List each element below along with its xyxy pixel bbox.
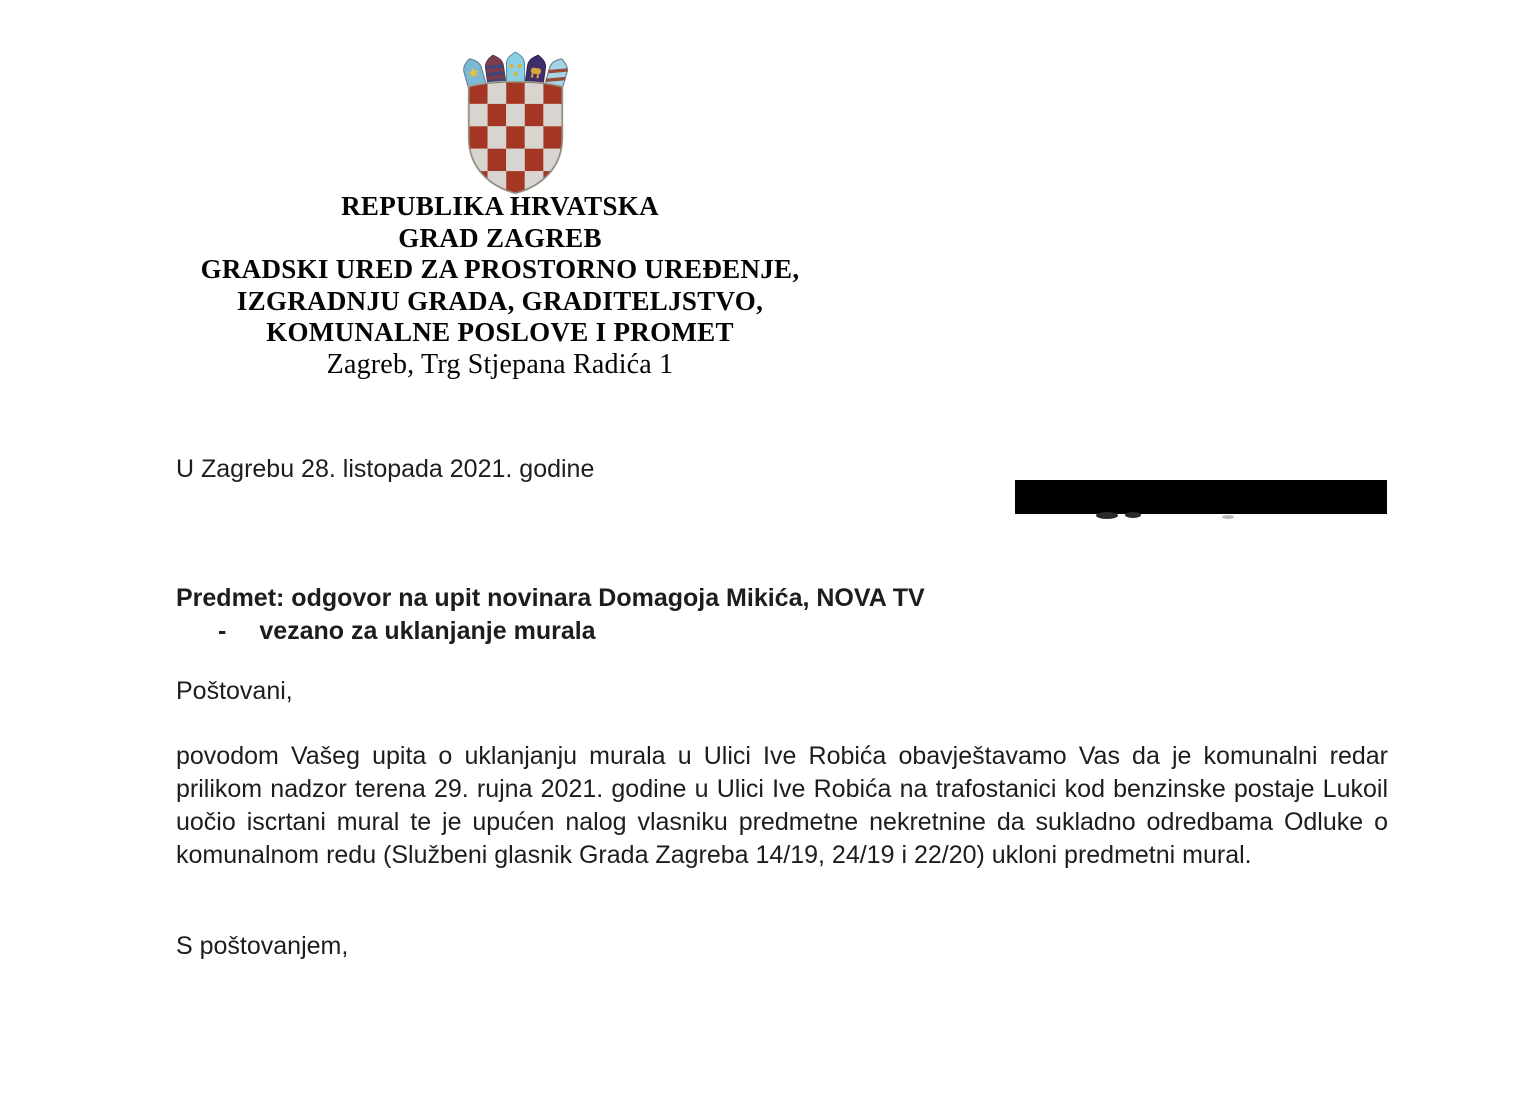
closing: S poštovanjem, <box>176 932 349 960</box>
letterhead-address: Zagreb, Trg Stjepana Radića 1 <box>326 348 674 380</box>
redaction-bar <box>1015 480 1387 514</box>
redacted-text-remnant <box>1222 515 1234 519</box>
checkerboard <box>469 82 562 199</box>
letterhead-line-office-2: IZGRADNJU GRADA, GRADITELJSTVO, <box>236 285 764 316</box>
salutation: Poštovani, <box>176 677 293 705</box>
redacted-text-remnant <box>1096 512 1118 519</box>
croatian-coat-of-arms-icon <box>452 50 578 198</box>
letterhead-line-office-1: GRADSKI URED ZA PROSTORNO UREĐENJE, <box>200 254 800 284</box>
body-paragraph: povodom Vašeg upita o uklanjanju murala u Ulici Ive Robića obavještavamo Vas da je komunalni redar prilikom nadzor terena 29. rujna 2021. godine u Ulici Ive Robića na trafostanici kod benzinske postaje Lukoil uočio iscrtani mural te je upućen nalog vlasniku predmetne nekretnine da sukladno odredbama Odluke o komunalnom redu (Službeni glasnik Grada Zagreba 14/19, 24/19 i 22/20) ukloni predmetni mural. <box>176 742 1388 869</box>
subject-block <box>176 582 925 648</box>
subject-dash: - <box>218 617 227 645</box>
letterhead-line-office-3: KOMUNALNE POSLOVE I PROMET <box>266 317 734 347</box>
date-line: U Zagrebu 28. listopada 2021. godine <box>176 455 595 483</box>
letterhead <box>150 191 850 380</box>
subject-line: Predmet: odgovor na upit novinara Domagoja Mikića, NOVA TV <box>176 584 925 612</box>
subject-subline <box>176 615 925 648</box>
letterhead-line-city: GRAD ZAGREB <box>398 222 602 253</box>
subject-subline-text: vezano za uklanjanje murala <box>259 617 596 645</box>
letterhead-line-country: REPUBLIKA HRVATSKA <box>341 191 659 221</box>
redacted-text-remnant <box>1125 512 1141 518</box>
